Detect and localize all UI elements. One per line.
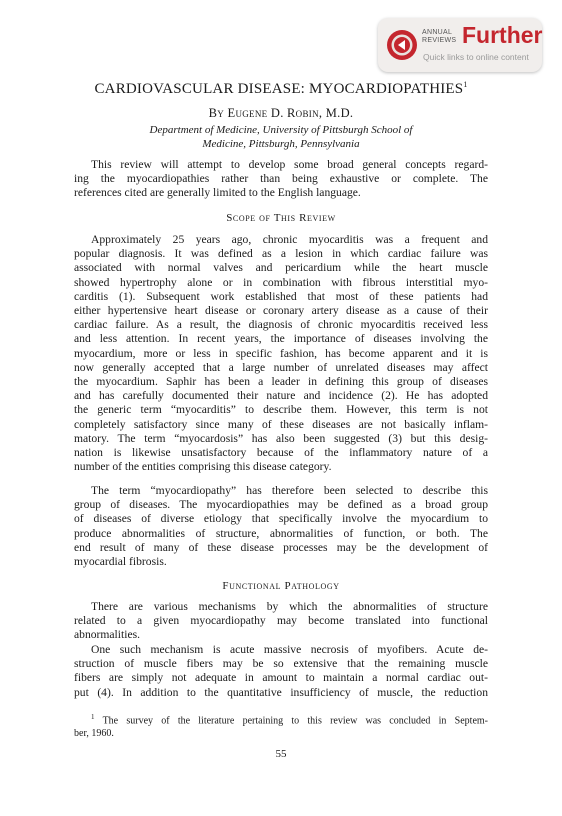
intro-paragraph: This review will attempt to develop some broad general concepts regard- ing the myocardiopathies rather than being exhaustive or complete. The references cited are generally limited to the English language.	[74, 158, 488, 200]
section-heading-scope: Scope of This Review	[226, 212, 336, 224]
footnote-mark: 1	[91, 713, 95, 721]
section-heading-functional-pathology: Functional Pathology	[222, 580, 340, 592]
functional-paragraph-1: There are various mechanisms by which the abnormalities of structure related to a given myocardiopathy may become translated into functional abnormalities.	[74, 600, 488, 642]
author-line: By Eugene D. Robin, M.D.	[208, 106, 354, 120]
article-title: CARDIOVASCULAR DISEASE: MYOCARDIOPATHIES$^1$	[94, 80, 468, 97]
affiliation: Department of Medicine, University of Pittsburgh School of Medicine, Pittsburgh, Pennsylvania	[149, 124, 413, 150]
scope-paragraph-2: The term “myocardiopathy” has therefore been selected to describe this group of diseases. The myocardiopathies may be defined as a broad group of diseases of diverse etiology that specifically involve the myocardium to produce abnormalities of structure, abnormalities of function, or both. The end result of many of these disease processes may be the development of myocardial fibrosis.	[74, 484, 488, 569]
scope-paragraph-1: Approximately 25 years ago, chronic myocarditis was a frequent and popular diagnosis. It was defined as a lesion in which cardiac failure was associated with normal valves and pericardium while the heart muscle showed hypertrophy alone or in combination with fibrous interstitial myo- carditis (1). Subsequent work established that most of these patients had either hypertensive heart disease or coronary artery disease as a cause of their cardiac failure. As a result, the diagnosis of chronic myocarditis received less and less attention. In recent years, the importance of diseases involving the myocardium, more or less in specific fashion, has become apparent and it is now generally accepted that a large number of unrelated diseases may affect the myocardium. Saphir has been a leader in defining this group of diseases and has carefully documented their nature and incidence (2). He has adopted the generic term “myocarditis” to describe them. However, this term is not completely satisfactory since many of these diseases are not basically inflam- matory. The term “myocardosis” has also been suggested (3) but this desig- nation is likewise unsatisfactory because of the inflammatory nature of a number of the entities comprising this disease category.	[74, 233, 488, 474]
badge-tagline: Quick links to online content	[423, 52, 529, 62]
title-footnote-mark: 1	[463, 80, 468, 89]
badge-publisher-label: ANNUAL REVIEWS	[422, 29, 457, 44]
functional-paragraph-2: One such mechanism is acute massive necrosis of myofibers. Acute de- struction of muscle fibers may be so extensive that the remaining muscle fibers are simply not adequate in amount to maintain a normal cardiac out- put (4). In addition to the quantitative insufficiency of muscle, the reduction	[74, 643, 488, 699]
footnote: $^1$ The survey of the literature pertaining to this review was concluded in Septem- ber, 1960.	[74, 713, 488, 740]
further-arrow-icon	[386, 29, 418, 61]
badge-further-label: Further	[462, 22, 543, 48]
annual-reviews-further-badge[interactable]	[378, 18, 542, 72]
page-number: 55	[275, 748, 287, 760]
